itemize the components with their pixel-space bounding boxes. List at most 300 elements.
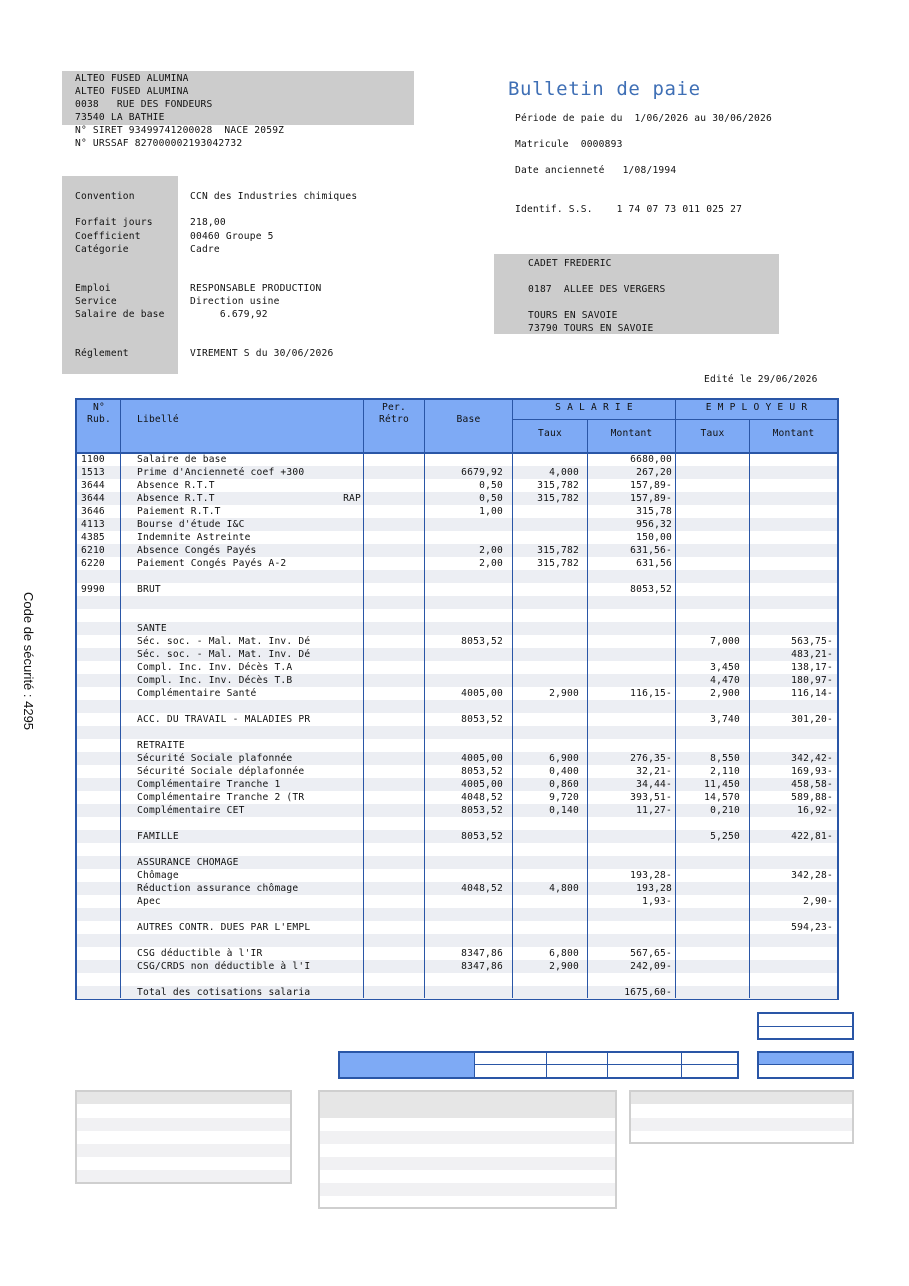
cell-taux-employeur	[676, 895, 740, 908]
cell-libelle: Complémentaire Santé	[137, 688, 257, 699]
cell-montant-employeur	[750, 557, 833, 570]
cell-montant-employeur	[750, 947, 833, 960]
cell-montant-salarie	[588, 726, 672, 739]
cell-montant-salarie	[588, 856, 672, 869]
cell-montant-employeur	[750, 960, 833, 973]
cell-rub	[81, 947, 119, 960]
cell-taux-salarie	[513, 531, 579, 544]
cell-base: 1,00	[479, 506, 503, 517]
cell-rub	[81, 830, 119, 843]
cell-per	[317, 557, 361, 570]
cell-libelle: Réduction assurance chômage	[137, 883, 299, 894]
cell-montant-salarie	[588, 817, 672, 830]
cell-libelle: Salaire de base	[137, 454, 227, 465]
cell-libelle: Absence R.T.T	[137, 480, 215, 491]
cell-montant-salarie: 631,56	[636, 558, 672, 569]
net-box-top	[757, 1012, 854, 1040]
cell-per	[317, 986, 361, 999]
cell-per	[317, 791, 361, 804]
cell-libelle: Indemnite Astreinte	[137, 532, 251, 543]
cell-per	[317, 804, 361, 817]
cell-montant-salarie: 157,89-	[630, 493, 672, 504]
cell-rub: 3646	[81, 506, 105, 517]
cell-montant-salarie: 631,56-	[630, 545, 672, 556]
cell-per	[317, 739, 361, 752]
cell-montant-employeur	[750, 609, 833, 622]
cell-libelle: AUTRES CONTR. DUES PAR L'EMPL	[137, 922, 311, 933]
cell-montant-salarie	[588, 596, 672, 609]
cell-rub	[81, 973, 119, 986]
cell-base: 8347,86	[461, 948, 503, 959]
cell-taux-employeur	[676, 934, 740, 947]
cell-base	[425, 986, 503, 999]
cell-taux-employeur: 4,470	[710, 675, 740, 686]
cell-montant-salarie: 393,51-	[630, 792, 672, 803]
cell-taux-salarie: 9,720	[549, 792, 579, 803]
header-salarie: S A L A R I E	[555, 402, 633, 413]
cell-base: 2,00	[479, 545, 503, 556]
cell-base	[425, 895, 503, 908]
cell-taux-salarie: 2,900	[549, 961, 579, 972]
cell-taux-employeur	[676, 453, 740, 466]
cell-per	[317, 661, 361, 674]
cell-montant-salarie	[588, 635, 672, 648]
cell-per	[317, 609, 361, 622]
cell-base: 8053,52	[461, 636, 503, 647]
cell-base: 8053,52	[461, 831, 503, 842]
cell-taux-salarie	[513, 739, 579, 752]
cell-libelle: Complémentaire Tranche 1	[137, 779, 281, 790]
table-header	[77, 400, 837, 454]
employer-siret: N° SIRET 93499741200028 NACE 2059Z	[75, 125, 285, 136]
coefficient-value: 00460 Groupe 5	[190, 231, 274, 242]
cell-taux-salarie: 4,000	[549, 467, 579, 478]
summary-box-left	[75, 1090, 292, 1184]
cell-libelle: Séc. soc. - Mal. Mat. Inv. Dé	[137, 636, 311, 647]
header-montant-employeur: Montant	[772, 428, 815, 439]
cell-montant-employeur: 342,42-	[791, 753, 833, 764]
cell-montant-employeur: 180,97-	[791, 675, 833, 686]
cell-taux-salarie: 315,782	[537, 558, 579, 569]
cell-montant-employeur: 594,23-	[791, 922, 833, 933]
base-salary-value: 6.679,92	[190, 309, 268, 320]
cell-montant-employeur	[750, 453, 833, 466]
cell-per	[317, 843, 361, 856]
cell-per	[317, 947, 361, 960]
cell-libelle: Sécurité Sociale plafonnée	[137, 753, 293, 764]
cell-libelle: Complémentaire Tranche 2 (TR	[137, 792, 305, 803]
cell-montant-employeur: 301,20-	[791, 714, 833, 725]
cell-rub	[81, 661, 119, 674]
cell-taux-employeur	[676, 596, 740, 609]
cell-base: 4005,00	[461, 753, 503, 764]
cell-rub	[81, 765, 119, 778]
cell-base	[425, 739, 503, 752]
cell-taux-employeur: 2,110	[710, 766, 740, 777]
cell-montant-salarie: 6680,00	[630, 454, 672, 465]
cell-montant-employeur	[750, 739, 833, 752]
cell-taux-salarie	[513, 583, 579, 596]
cell-per	[317, 570, 361, 583]
cell-taux-employeur	[676, 648, 740, 661]
cell-rub	[81, 570, 119, 583]
employee-address-box	[494, 254, 779, 334]
cell-per	[317, 960, 361, 973]
cell-taux-salarie	[513, 934, 579, 947]
cell-taux-salarie	[513, 622, 579, 635]
cell-taux-employeur	[676, 466, 740, 479]
cell-taux-employeur: 14,570	[704, 792, 740, 803]
cell-libelle: ASSURANCE CHOMAGE	[137, 857, 239, 868]
cell-montant-salarie: 242,09-	[630, 961, 672, 972]
cell-rub	[81, 648, 119, 661]
cell-montant-salarie	[588, 934, 672, 947]
header-montant-salarie: Montant	[610, 428, 653, 439]
cell-per	[317, 531, 361, 544]
emploi-value: RESPONSABLE PRODUCTION	[190, 283, 322, 294]
seniority-date: Date ancienneté 1/08/1994	[515, 165, 677, 176]
cell-rub	[81, 739, 119, 752]
cell-per	[317, 895, 361, 908]
cell-montant-salarie	[588, 648, 672, 661]
cell-base	[425, 661, 503, 674]
cell-taux-salarie	[513, 895, 579, 908]
cell-libelle: Paiement R.T.T	[137, 506, 221, 517]
cell-montant-salarie: 276,35-	[630, 753, 672, 764]
cell-rub: 3644	[81, 480, 105, 491]
cell-taux-salarie	[513, 674, 579, 687]
cell-rub: 4385	[81, 532, 105, 543]
cell-montant-employeur	[750, 531, 833, 544]
header-taux-employeur: Taux	[700, 428, 725, 439]
cell-montant-salarie	[588, 700, 672, 713]
cell-taux-salarie	[513, 921, 579, 934]
cell-per	[317, 713, 361, 726]
cell-taux-employeur	[676, 570, 740, 583]
cell-per	[317, 934, 361, 947]
cell-montant-salarie: 157,89-	[630, 480, 672, 491]
page-title: Bulletin de paie	[508, 78, 701, 100]
cell-rub	[81, 635, 119, 648]
cell-base	[425, 843, 503, 856]
header-employeur: E M P L O Y E U R	[705, 402, 808, 413]
cell-montant-salarie	[588, 713, 672, 726]
cell-montant-salarie	[588, 921, 672, 934]
cell-montant-employeur: 16,92-	[797, 805, 833, 816]
cell-libelle: Séc. soc. - Mal. Mat. Inv. Dé	[137, 649, 311, 660]
cell-montant-employeur	[750, 726, 833, 739]
cell-montant-salarie	[588, 661, 672, 674]
security-code: Code de sécurité : 4295	[21, 592, 36, 731]
forfait-label: Forfait jours	[75, 217, 153, 228]
service-label: Service	[75, 296, 117, 307]
cell-libelle: Paiement Congés Payés A-2	[137, 558, 287, 569]
cell-taux-employeur: 3,740	[710, 714, 740, 725]
cell-rub	[81, 778, 119, 791]
cell-montant-employeur	[750, 986, 833, 999]
cell-taux-employeur	[676, 739, 740, 752]
employee-street: 0187 ALLEE DES VERGERS	[528, 284, 666, 295]
edited-date: Edité le 29/06/2026	[704, 374, 818, 385]
cell-rub	[81, 609, 119, 622]
cell-taux-employeur	[676, 622, 740, 635]
cell-per: RAP	[343, 493, 361, 504]
cell-rub	[81, 869, 119, 882]
base-salary-label: Salaire de base	[75, 309, 165, 320]
cell-taux-salarie	[513, 570, 579, 583]
cell-libelle: Absence Congés Payés	[137, 545, 257, 556]
cell-base: 0,50	[479, 480, 503, 491]
cell-rub	[81, 674, 119, 687]
cell-montant-employeur	[750, 518, 833, 531]
cell-base	[425, 700, 503, 713]
cell-rub	[81, 908, 119, 921]
cell-montant-salarie	[588, 973, 672, 986]
cell-taux-employeur	[676, 869, 740, 882]
cell-base: 6679,92	[461, 467, 503, 478]
cell-montant-employeur	[750, 882, 833, 895]
cell-montant-salarie	[588, 843, 672, 856]
cell-base	[425, 726, 503, 739]
cell-taux-salarie: 0,400	[549, 766, 579, 777]
cell-libelle: RETRAITE	[137, 740, 185, 751]
cell-per	[317, 765, 361, 778]
cell-taux-employeur	[676, 544, 740, 557]
cell-montant-salarie: 11,27-	[636, 805, 672, 816]
cell-taux-employeur	[676, 518, 740, 531]
cell-per	[317, 518, 361, 531]
header-retro: Rétro	[379, 414, 409, 425]
coefficient-label: Coefficient	[75, 231, 141, 242]
forfait-value: 218,00	[190, 217, 226, 228]
cell-per	[317, 752, 361, 765]
cell-taux-salarie	[513, 661, 579, 674]
header-per: Per.	[382, 402, 406, 413]
cell-taux-employeur	[676, 947, 740, 960]
cell-taux-salarie: 4,800	[549, 883, 579, 894]
cell-libelle: Prime d'Ancienneté coef +300	[137, 467, 305, 478]
cell-rub: 4113	[81, 519, 105, 530]
cell-rub: 3644	[81, 493, 105, 504]
emploi-label: Emploi	[75, 283, 111, 294]
cell-taux-salarie	[513, 713, 579, 726]
cell-taux-salarie: 0,140	[549, 805, 579, 816]
cell-libelle: Total des cotisations salaria	[137, 987, 311, 998]
category-value: Cadre	[190, 244, 220, 255]
header-taux-salarie: Taux	[538, 428, 562, 439]
cell-base: 4048,52	[461, 883, 503, 894]
cell-rub: 1100	[81, 454, 105, 465]
cell-base	[425, 674, 503, 687]
cell-taux-salarie: 6,800	[549, 948, 579, 959]
cell-rub	[81, 726, 119, 739]
cell-montant-employeur: 483,21-	[791, 649, 833, 660]
cell-base: 8053,52	[461, 766, 503, 777]
cell-montant-employeur: 342,28-	[791, 870, 833, 881]
cell-montant-employeur: 458,58-	[791, 779, 833, 790]
cell-taux-salarie	[513, 609, 579, 622]
cell-montant-salarie	[588, 739, 672, 752]
contract-labels-panel	[62, 176, 178, 374]
cell-libelle: BRUT	[137, 584, 161, 595]
cell-montant-employeur	[750, 856, 833, 869]
cell-taux-employeur: 0,210	[710, 805, 740, 816]
cell-base: 8053,52	[461, 714, 503, 725]
cell-montant-salarie: 8053,52	[630, 584, 672, 595]
cell-base	[425, 518, 503, 531]
cell-taux-employeur	[676, 856, 740, 869]
cell-taux-salarie	[513, 726, 579, 739]
cell-montant-employeur: 422,81-	[791, 831, 833, 842]
cell-montant-employeur: 138,17-	[791, 662, 833, 673]
category-label: Catégorie	[75, 244, 129, 255]
cell-taux-employeur	[676, 609, 740, 622]
cell-base	[425, 934, 503, 947]
cell-taux-employeur: 11,450	[704, 779, 740, 790]
employee-name: CADET FREDERIC	[528, 258, 612, 269]
cell-montant-employeur	[750, 583, 833, 596]
cell-taux-employeur	[676, 843, 740, 856]
cell-taux-employeur	[676, 960, 740, 973]
employer-urssaf: N° URSSAF 827000002193042732	[75, 138, 243, 149]
cell-rub	[81, 986, 119, 999]
cell-per	[317, 817, 361, 830]
cell-taux-salarie: 6,900	[549, 753, 579, 764]
cell-montant-employeur	[750, 479, 833, 492]
cell-montant-salarie	[588, 570, 672, 583]
employer-name-2: ALTEO FUSED ALUMINA	[75, 86, 189, 97]
cell-taux-employeur: 5,250	[710, 831, 740, 842]
cell-rub	[81, 804, 119, 817]
cell-libelle: CSG déductible à l'IR	[137, 948, 263, 959]
cell-montant-employeur	[750, 596, 833, 609]
cell-base	[425, 817, 503, 830]
cell-taux-salarie	[513, 843, 579, 856]
cell-montant-employeur	[750, 934, 833, 947]
cell-montant-salarie	[588, 609, 672, 622]
cell-base: 8347,86	[461, 961, 503, 972]
cell-taux-salarie: 315,782	[537, 545, 579, 556]
cell-libelle: Chômage	[137, 870, 179, 881]
cell-rub: 6210	[81, 545, 105, 556]
cell-base	[425, 973, 503, 986]
cell-montant-employeur	[750, 700, 833, 713]
cell-rub	[81, 882, 119, 895]
cell-base	[425, 921, 503, 934]
cell-montant-salarie: 150,00	[636, 532, 672, 543]
cell-rub: 6220	[81, 558, 105, 569]
cell-taux-salarie	[513, 596, 579, 609]
cell-rub	[81, 895, 119, 908]
cell-per	[317, 778, 361, 791]
cell-per	[317, 869, 361, 882]
cell-base: 4005,00	[461, 779, 503, 790]
cell-taux-salarie	[513, 505, 579, 518]
cell-montant-salarie: 567,65-	[630, 948, 672, 959]
employer-block	[62, 71, 414, 125]
cell-montant-salarie: 315,78	[636, 506, 672, 517]
cell-per	[317, 973, 361, 986]
cell-taux-salarie	[513, 986, 579, 999]
payment-value: VIREMENT S du 30/06/2026	[190, 348, 334, 359]
cell-montant-salarie: 267,20	[636, 467, 672, 478]
cell-montant-salarie: 1,93-	[642, 896, 672, 907]
employer-name: ALTEO FUSED ALUMINA	[75, 73, 189, 84]
cell-rub	[81, 960, 119, 973]
cell-montant-employeur	[750, 570, 833, 583]
cell-base	[425, 908, 503, 921]
cell-rub	[81, 687, 119, 700]
cell-rub: 9990	[81, 584, 105, 595]
cell-libelle: SANTE	[137, 623, 167, 634]
cell-base	[425, 648, 503, 661]
cell-taux-employeur	[676, 479, 740, 492]
cell-base	[425, 856, 503, 869]
cell-montant-salarie: 116,15-	[630, 688, 672, 699]
cell-montant-salarie: 193,28	[636, 883, 672, 894]
cell-taux-employeur	[676, 921, 740, 934]
cell-montant-salarie	[588, 674, 672, 687]
cell-per	[317, 700, 361, 713]
net-box-bottom	[757, 1051, 854, 1079]
cell-per	[317, 726, 361, 739]
cell-montant-employeur: 589,88-	[791, 792, 833, 803]
cell-montant-salarie: 1675,60-	[624, 987, 672, 998]
cell-libelle: Compl. Inc. Inv. Décès T.A	[137, 662, 293, 673]
cell-taux-salarie	[513, 635, 579, 648]
cell-rub	[81, 843, 119, 856]
cell-montant-employeur	[750, 622, 833, 635]
cell-per	[317, 908, 361, 921]
cell-rub	[81, 856, 119, 869]
cell-per	[317, 583, 361, 596]
cell-base: 4048,52	[461, 792, 503, 803]
employer-street: 0038 RUE DES FONDEURS	[75, 99, 213, 110]
cell-taux-salarie	[513, 908, 579, 921]
pay-period: Période de paie du 1/06/2026 au 30/06/2026	[515, 113, 772, 124]
cell-per	[317, 466, 361, 479]
cell-taux-employeur	[676, 492, 740, 505]
cell-montant-salarie: 34,44-	[636, 779, 672, 790]
cell-taux-employeur: 7,000	[710, 636, 740, 647]
cell-montant-employeur: 563,75-	[791, 636, 833, 647]
cell-taux-salarie	[513, 856, 579, 869]
cell-rub	[81, 791, 119, 804]
cell-montant-employeur: 116,14-	[791, 688, 833, 699]
cell-per	[317, 596, 361, 609]
cell-rub: 1513	[81, 467, 105, 478]
cell-montant-employeur	[750, 973, 833, 986]
cell-taux-salarie	[513, 830, 579, 843]
cell-per	[317, 856, 361, 869]
convention-value: CCN des Industries chimiques	[190, 191, 358, 202]
cell-libelle: Bourse d'étude I&C	[137, 519, 245, 530]
cell-montant-salarie	[588, 622, 672, 635]
cell-montant-employeur	[750, 505, 833, 518]
cell-taux-salarie	[513, 453, 579, 466]
cell-taux-salarie	[513, 518, 579, 531]
cell-per	[317, 921, 361, 934]
matricule: Matricule 0000893	[515, 139, 623, 150]
cell-per	[317, 544, 361, 557]
cell-rub	[81, 713, 119, 726]
cell-base: 0,50	[479, 493, 503, 504]
cell-per	[317, 622, 361, 635]
employee-city: TOURS EN SAVOIE	[528, 310, 618, 321]
header-base: Base	[456, 414, 481, 425]
header-num: N°	[93, 402, 105, 413]
cell-base	[425, 622, 503, 635]
